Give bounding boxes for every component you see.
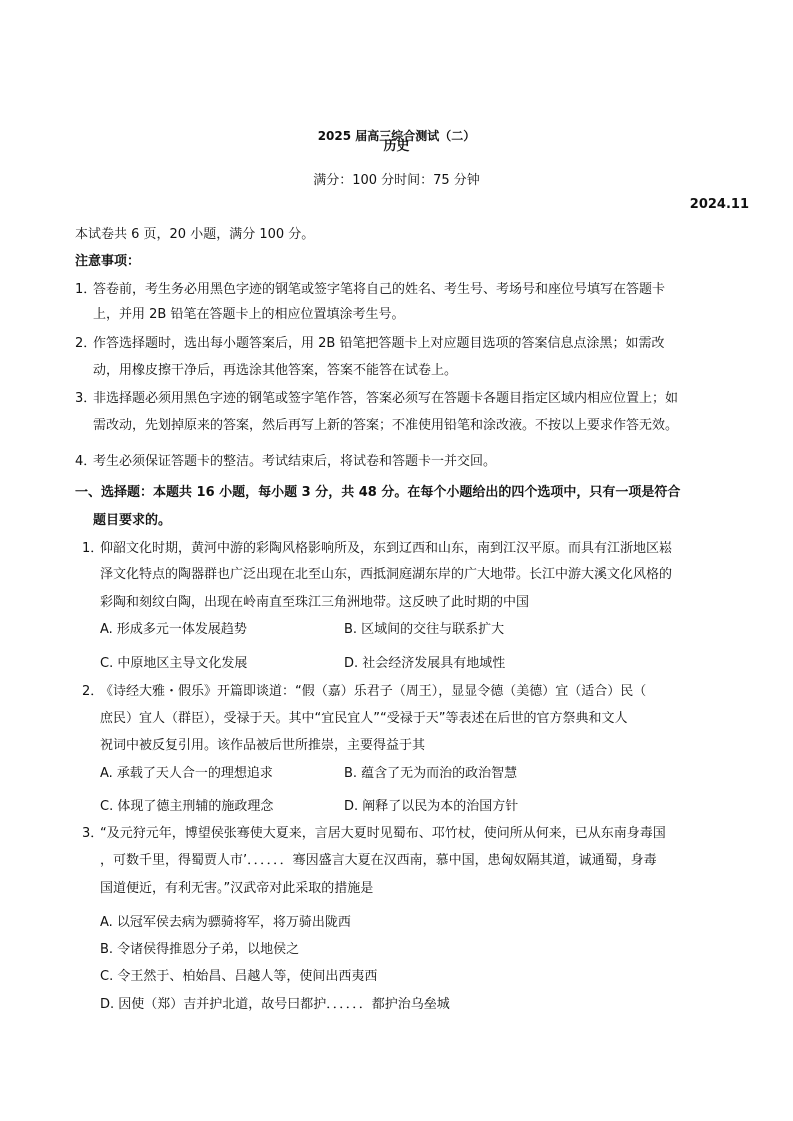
question-stem-line: ，可数千里，得蜀贾人市’．．．．．．骞因盛言大夏在汉西南，慕中国，患匈奴隔其道，诚通蜀，身毒 <box>100 853 657 868</box>
exam-overview: 本试卷共 6 页，20 小题，满分 100 分。 <box>75 227 315 242</box>
exam-date: 2024.11 <box>689 197 749 212</box>
option-a: A. 形成多元一体发展趋势 <box>100 622 247 637</box>
section-heading: 一、选择题：本题共 16 小题，每小题 3 分，共 48 分。在每个小题给出的四个选项中，只有一项是符合 <box>75 485 681 500</box>
note-number: 2． <box>75 336 97 351</box>
note-line: 考生必须保证答题卡的整洁。考试结束后，将试卷和答题卡一并交回。 <box>93 454 497 469</box>
note-number: 3． <box>75 391 97 406</box>
option-b: B. 蕴含了无为而治的政治智慧 <box>344 766 518 781</box>
section-heading: 题目要求的。 <box>93 513 172 528</box>
option-b: B. 令诸侯得推恩分子弟，以地侯之 <box>100 942 300 957</box>
option-b: B. 区域间的交往与联系扩大 <box>344 622 505 637</box>
note-line: 需改动，先划掉原来的答案，然后再写上新的答案；不准使用铅笔和涂改液。不按以上要求作答无效。 <box>93 418 679 433</box>
option-d: D. 阐释了以民为本的治国方针 <box>344 799 519 814</box>
option-c: C. 体现了德主刑辅的施政理念 <box>100 799 274 814</box>
note-line: 答卷前，考生务必用黑色字迹的钢笔或签字笔将自己的姓名、考生号、考场号和座位号填写在答题卡 <box>93 282 666 297</box>
exam-title: 2025 届高三综合测试（二） <box>317 129 476 143</box>
note-line: 作答选择题时，选出每小题答案后，用 2B 铅笔把答题卡上对应题目选项的答案信息点涂黑；如需改 <box>93 336 665 351</box>
option-d: D. 因使（郑）吉并护北道，故号曰都护．．．．．．都护治乌垒城 <box>100 997 450 1012</box>
question-stem-line: 泽文化特点的陶器群也广泛出现在北至山东，西抵洞庭湖东岸的广大地带。长江中游大溪文化风格的 <box>100 567 673 582</box>
question-stem-line: “及元狩元年，博望侯张骞使大夏来，言居大夏时见蜀布、邛竹杖，使问所从何来，已从东南身毒国 <box>100 826 666 841</box>
question-stem-line: 国道便近，有利无害。”汉武帝对此采取的措施是 <box>100 881 374 896</box>
notes-heading: 注意事项： <box>75 254 141 269</box>
option-a: A. 以冠军侯去病为骠骑将军，将万骑出陇西 <box>100 915 351 930</box>
option-c: C. 令王然于、柏始昌、吕越人等，使间出西夷西 <box>100 969 378 984</box>
option-c: C. 中原地区主导文化发展 <box>100 656 248 671</box>
score-time-line: 满分：100 分时间：75 分钟 <box>313 173 480 188</box>
question-stem-line: 彩陶和刻纹白陶，出现在岭南直至珠江三角洲地带。这反映了此时期的中国 <box>100 595 530 610</box>
note-line: 动，用橡皮擦干净后，再选涂其他答案，答案不能答在试卷上。 <box>93 363 458 378</box>
question-stem-line: 祝词中被反复引用。该作品被后世所推崇，主要得益于其 <box>100 738 426 753</box>
question-number: 2． <box>82 684 104 699</box>
question-stem-line: 《诗经大雅・假乐》开篇即谈道：“假（嘉）乐君子（周王），显显令德（美德）宜（适合）民（ <box>100 684 647 699</box>
option-d: D. 社会经济发展具有地域性 <box>344 656 506 671</box>
note-number: 1． <box>75 282 97 297</box>
note-line: 上，并用 2B 铅笔在答题卡上的相应位置填涂考生号。 <box>93 307 405 322</box>
subject-title: 历史 <box>383 139 410 154</box>
question-stem-line: 庶民）宜人（群臣），受禄于天。其中“宜民宜人”“受禄于天”等表述在后世的官方祭典和文人 <box>100 711 628 726</box>
question-number: 3． <box>82 826 104 841</box>
option-a: A. 承载了天人合一的理想追求 <box>100 766 273 781</box>
note-number: 4． <box>75 454 97 469</box>
question-number: 1． <box>82 541 104 556</box>
question-stem-line: 仰韶文化时期，黄河中游的彩陶风格影响所及，东到辽西和山东，南到江汉平原。而具有江浙地区崧 <box>100 541 673 556</box>
note-line: 非选择题必须用黑色字迹的钢笔或签字笔作答，答案必须写在答题卡各题目指定区域内相应位置上；如 <box>93 391 679 406</box>
